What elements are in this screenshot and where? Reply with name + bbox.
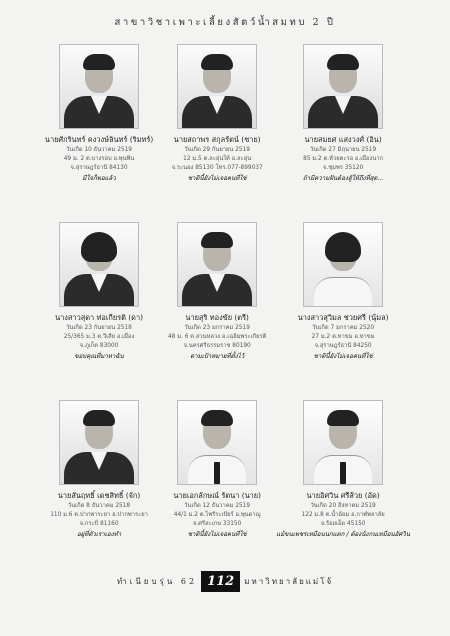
student-birthdate: วันเกิด 23 มกราคม 2519 [184,325,250,331]
student-province: จ.สุราษฎร์ธานี 84130 [70,165,128,171]
student-address: 85 ม.2 ต.ห้วยตะรอ อ.เมืองนาก [303,156,384,162]
page-number: 112 [201,571,240,592]
student-photo [303,44,383,129]
student-card [276,44,410,222]
student-birthdate: วันเกิด 27 มิถุนายน 2519 [310,147,377,153]
student-quote: ชาตินี้ยังไม่เจอคนที่ใช่ [187,175,247,182]
student-photo [177,222,257,307]
student-address: 27 ม.2 ต.ทาขม อ.ทาขม [311,334,375,340]
footer-right: มหาวิทยาลัยแม่โจ้ [244,577,334,586]
student-photo [59,222,139,307]
student-name: นายอิศวิน ศรีส้วย (อัด) [306,491,380,500]
student-address: 110 ม.6 ต.ปากพาระยา อ.ปากพาระยา [50,512,148,518]
student-photo [303,222,383,307]
student-province: จ.กระบี่ 81160 [79,521,119,527]
student-quote: ถ้ามีความฝันต้องสู้ให้ถึงที่สุด... [302,175,384,182]
student-birthdate: วันเกิด 20 สิงหาคม 2519 [310,503,376,509]
student-card [40,400,158,578]
student-address: 49 ม. 2 ต.บางรอบ อ.พุนพิน [63,156,135,162]
student-address: 122 ม.8 ต.น้ำอ้อม อ.กาฬพลาลัย [301,512,385,518]
student-quote: ชาตินี้ยังไม่เจอคนที่ใช่ [187,531,247,538]
student-card [158,400,276,578]
student-birthdate: วันเกิด 23 กันยายน 2518 [66,325,132,331]
student-birthdate: วันเกิด 29 กันยายน 2519 [184,147,250,153]
student-birthdate: วันเกิด 10 ธันวาคม 2519 [66,147,132,153]
student-name: นายศักรินทร์ คงวงษ์ลินทร์ (ริมทร์) [44,135,154,144]
student-province: จ.ร้อยเอ็ด 45150 [320,521,366,527]
student-quote: ขอบคุณที่มาหาฉัน [74,353,124,360]
student-birthdate: วันเกิด 7 มกราคม 2520 [312,325,375,331]
student-grid [40,44,410,578]
student-name: นายสมยศ แสงวงศ์ (อิน) [304,135,382,144]
student-card [276,222,410,400]
student-name: นายเอกลักษณ์ รัตนา (นาย) [173,491,262,500]
student-address: 12 ม.5 ต.ละอุ่นใต้ อ.ละอุ่น [183,156,252,162]
student-address: 48 ม. 6 ต.สวนหลวง อ.เฉลิมพระเกียรติ [167,334,267,340]
student-card [40,44,158,222]
page-title: สาขาวิชาเพาะเลี้ยงสัตว์น้ำสมทบ 2 ปี [114,17,336,28]
student-birthdate: วันเกิด 12 ธันวาคม 2519 [184,503,251,509]
student-quote: ตามเป้าหมายที่ตั้งไว้ [190,353,245,360]
student-province: จ.ระนอง 85130 โทร.077-899037 [171,165,263,171]
student-province: จ.ชุมพร 35120 [323,165,364,171]
student-card [276,400,410,578]
student-name: นายสถาพร สกุลรัตน์ (ชาย) [173,135,261,144]
student-quote: แม้ขนเพชรเหมือนนกแตก / ต้องนั่งกนเหมือนอัศวิน [276,531,410,538]
student-province: จ.นครศรีธรรมราช 80190 [183,343,251,349]
student-photo [177,44,257,129]
student-province: จ.ศรีสะเกษ 33150 [193,521,242,527]
student-photo [59,400,139,485]
student-name: นายสันฤทธิ์ เดชสิทธิ์ (จัก) [57,491,141,500]
student-province: จ.สุราษฎร์ธานี 84250 [314,343,372,349]
student-quote: มีใจก็พอแล้ว [82,175,116,182]
student-quote: ชาตินี้ยังไม่เจอคนที่ใช่ [313,353,373,360]
footer-left: ทำเนียบรุ่น 62 [116,577,198,586]
student-photo [303,400,383,485]
student-address: 25/365 ม.3 ต.วีเสีย อ.เมือง [63,334,135,340]
student-province: จ.ภูเก็ต 83000 [79,343,119,349]
student-photo [59,44,139,129]
student-name: นางสาวสุวิมล ช่วยศรี (นุ้มล) [297,313,389,322]
student-address: 44/1 ม.2 ต.ไพรีระเบียร์ อ.พุนดาญู [173,512,261,518]
student-name: นางสาวสุดา ท่อเกียรติ (ดา) [55,313,144,322]
student-name: นายสุริ ทองขัย (ตรี) [185,313,249,322]
student-card [158,44,276,222]
student-birthdate: วันเกิด 8 ธันวาคม 2518 [67,503,131,509]
student-photo [177,400,257,485]
student-card [158,222,276,400]
student-quote: อยู่ที่ตัวเราเองทำ [76,531,122,538]
student-card [40,222,158,400]
page-footer [0,571,450,592]
